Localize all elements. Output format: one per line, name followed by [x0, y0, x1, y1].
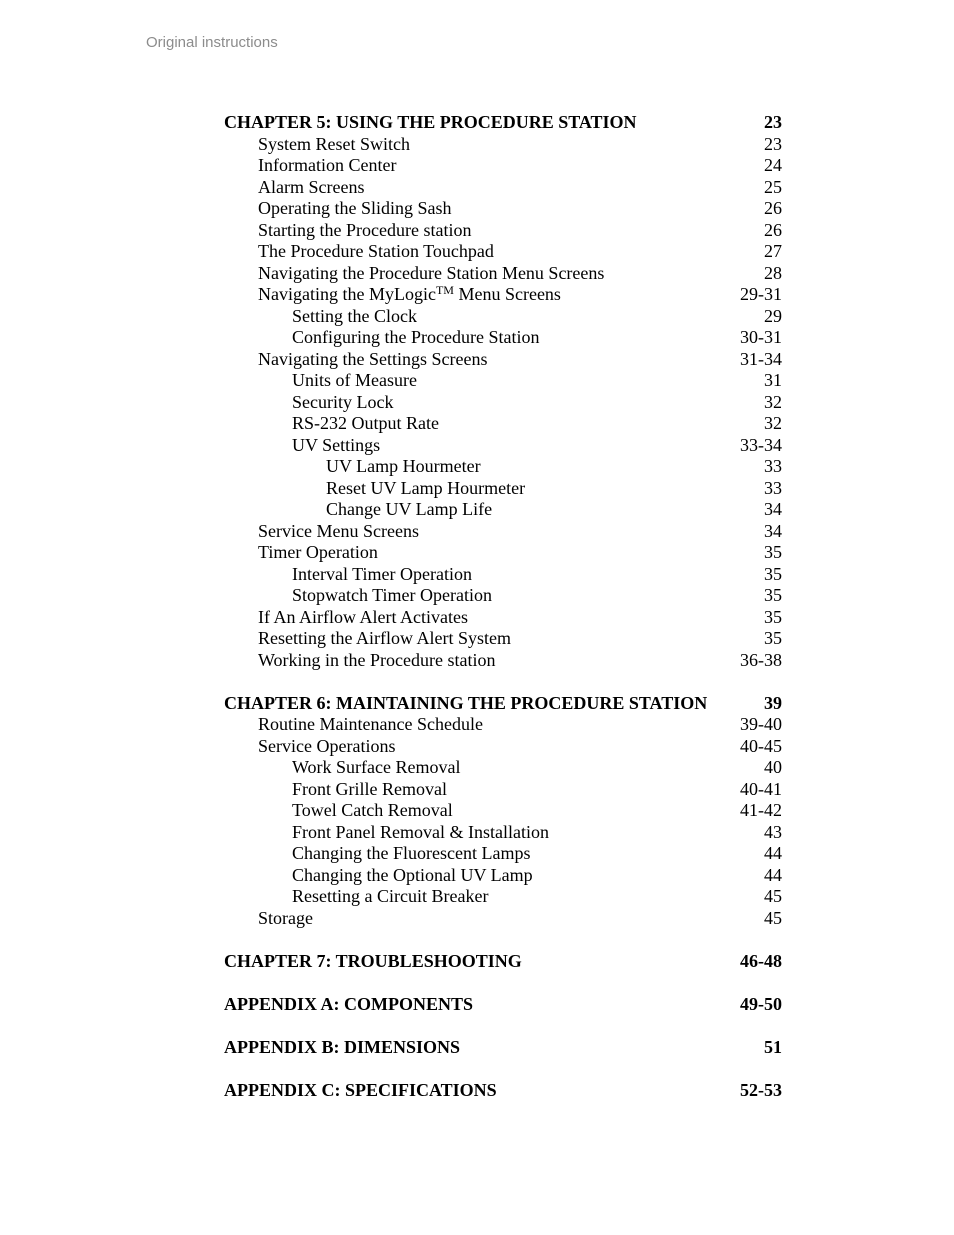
- toc-entry-title: [224, 650, 496, 672]
- toc-page-number: 34: [764, 499, 782, 519]
- toc-page-number: 35: [764, 563, 782, 584]
- toc-entry-text: RS-232 Output Rate: [292, 413, 439, 433]
- toc-entry-text: UV Settings: [292, 434, 381, 455]
- toc-page-number: 35: [764, 606, 782, 627]
- toc-page-number: 24: [764, 155, 782, 175]
- toc-entry-text: Starting the Procedure station: [258, 219, 472, 240]
- toc-page-number: 31: [764, 370, 782, 390]
- toc-page-number: 40: [764, 757, 782, 777]
- toc-entry-text: Information Center: [258, 155, 397, 175]
- toc-entry: [224, 349, 782, 371]
- toc-entry-text: Operating the Sliding Sash: [258, 198, 452, 218]
- toc-entry: [224, 521, 782, 543]
- toc-entry: [224, 198, 782, 220]
- toc-entry: [224, 134, 782, 156]
- toc-entry: [224, 499, 782, 521]
- toc-page-number: 44: [764, 843, 782, 863]
- toc-entry-title: [224, 693, 707, 715]
- toc-entry-text: Configuring the Procedure Station: [292, 327, 540, 347]
- toc-entry-text: Setting the Clock: [292, 305, 417, 326]
- toc-chapter-entry: [224, 951, 782, 973]
- toc-entry: [224, 155, 782, 177]
- toc-entry-title: [224, 736, 395, 758]
- toc-entry-title: [224, 413, 439, 435]
- toc-entry-title: [224, 994, 473, 1016]
- toc-entry-title: [224, 951, 522, 973]
- toc-page-number: 26: [764, 198, 782, 218]
- toc-entry: [224, 736, 782, 758]
- toc-entry-title: [224, 822, 549, 844]
- toc-entry: [224, 908, 782, 930]
- toc-entry-title: [224, 564, 472, 586]
- toc-page-number: 51: [764, 1036, 782, 1057]
- toc-entry-title: [224, 327, 539, 349]
- toc-page-number: 45: [764, 886, 782, 906]
- toc-entry-text: APPENDIX B: DIMENSIONS: [224, 1036, 461, 1057]
- toc-entry-text: Stopwatch Timer Operation: [292, 585, 492, 605]
- header-note: Original instructions: [146, 34, 278, 51]
- toc-chapter-entry: [224, 693, 782, 715]
- toc-page-number: 25: [764, 176, 782, 197]
- toc-entry-text: Security Lock: [292, 391, 394, 412]
- toc-entry-title: [224, 220, 471, 242]
- toc-entry: [224, 843, 782, 865]
- toc-entry: [224, 435, 782, 457]
- toc-entry-title: [224, 757, 461, 779]
- toc-entry-title: [224, 349, 487, 371]
- toc-entry-text: System Reset Switch: [258, 133, 410, 154]
- toc-entry-title: [224, 521, 419, 543]
- toc-page-number: 33: [764, 456, 782, 476]
- toc-page-number: 39-40: [740, 714, 782, 734]
- toc-entry-title: [224, 370, 417, 392]
- toc-entry: [224, 370, 782, 392]
- toc-entry-text: Reset UV Lamp Hourmeter: [326, 477, 526, 498]
- toc-entry: [224, 779, 782, 801]
- toc-page-number: 28: [764, 262, 782, 283]
- toc-entry-title: [224, 542, 378, 564]
- toc-entry-text: UV Lamp Hourmeter: [326, 456, 481, 476]
- toc-entry-title: [224, 607, 468, 629]
- toc-page-number: 36-38: [740, 649, 782, 670]
- toc-page-number: 49-50: [740, 993, 782, 1014]
- toc-entry-title: [224, 263, 604, 285]
- toc-entry-title: [224, 241, 494, 263]
- toc-entry: [224, 220, 782, 242]
- toc-entry: [224, 306, 782, 328]
- toc-entry: [224, 714, 782, 736]
- toc-page-number: 34: [764, 520, 782, 541]
- toc-chapter-entry: [224, 112, 782, 134]
- toc-page-number: 35: [764, 628, 782, 648]
- toc-entry-text: The Procedure Station Touchpad: [258, 241, 494, 261]
- toc-page-number: 40-41: [740, 778, 782, 799]
- toc-entry-text: APPENDIX A: COMPONENTS: [224, 993, 474, 1014]
- toc-entry: [224, 585, 782, 607]
- toc-entry-text: Resetting a Circuit Breaker: [292, 886, 489, 906]
- toc-page-number: 44: [764, 864, 782, 885]
- toc-entry: [224, 757, 782, 779]
- toc-entry-title: [224, 843, 530, 865]
- toc-entry: [224, 241, 782, 263]
- trademark-superscript: TM: [435, 283, 454, 297]
- toc-entry: [224, 413, 782, 435]
- toc-entry-text: Resetting the Airflow Alert System: [258, 628, 511, 648]
- toc-entry-title: [224, 155, 396, 177]
- toc-entry-text: Navigating the MyLogic: [258, 284, 436, 304]
- toc-page-number: 26: [764, 219, 782, 240]
- toc-entry: [224, 564, 782, 586]
- toc-entry-text: Changing the Fluorescent Lamps: [292, 843, 531, 863]
- toc-page-number: 33: [764, 477, 782, 498]
- toc-entry-text: Service Operations: [258, 735, 396, 756]
- toc-entry-title: [224, 198, 451, 220]
- toc-page-number: 40-45: [740, 735, 782, 756]
- toc-entry: [224, 800, 782, 822]
- toc-entry-title: [224, 177, 364, 199]
- toc-entry-text: Routine Maintenance Schedule: [258, 714, 483, 734]
- toc-page-number: 32: [764, 413, 782, 433]
- toc-entry: [224, 542, 782, 564]
- toc-entry: [224, 628, 782, 650]
- toc-entry-text: Towel Catch Removal: [292, 800, 453, 820]
- toc-entry-text: Change UV Lamp Life: [326, 499, 493, 519]
- toc-entry-title: [224, 908, 313, 930]
- toc-entry-title: [224, 886, 488, 908]
- toc-chapter-entry: [224, 1037, 782, 1059]
- toc-entry-title: [224, 392, 393, 414]
- toc-entry-text: Interval Timer Operation: [292, 563, 472, 584]
- toc-page-number: 29-31: [740, 284, 782, 304]
- toc-entry-text: Units of Measure: [292, 370, 417, 390]
- toc-page-number: 31-34: [740, 348, 782, 369]
- toc-entry-text: CHAPTER 5: USING THE PROCEDURE STATION: [224, 112, 637, 132]
- toc-entry-text: Service Menu Screens: [258, 520, 419, 541]
- toc-page-number: 23: [764, 133, 782, 154]
- toc-page-number: 33-34: [740, 434, 782, 455]
- toc-entry-text: Front Grille Removal: [292, 778, 447, 799]
- toc-page-number: 35: [764, 585, 782, 605]
- toc-entry-text-after: Menu Screens: [453, 284, 561, 304]
- toc-page-number: 29: [764, 305, 782, 326]
- toc-page-number: 30-31: [740, 327, 782, 347]
- toc-entry-title: [224, 1037, 460, 1059]
- toc-entry-title: [224, 714, 483, 736]
- toc-entry-text: CHAPTER 6: MAINTAINING THE PROCEDURE STATION: [224, 692, 708, 713]
- toc-entry-title: [224, 134, 410, 156]
- toc-page-number: 23: [764, 112, 782, 132]
- toc-entry: [224, 650, 782, 672]
- toc-entry-text: Work Surface Removal: [292, 757, 461, 777]
- toc-entry-text: Working in the Procedure station: [258, 649, 496, 670]
- toc-entry: [224, 822, 782, 844]
- toc-entry-title: [224, 1080, 497, 1102]
- toc-page-number: 35: [764, 542, 782, 562]
- toc-entry-text: Timer Operation: [258, 542, 378, 562]
- toc-entry-title: [224, 284, 561, 306]
- toc-entry-title: [224, 112, 637, 134]
- toc-entry-text: CHAPTER 7: TROUBLESHOOTING: [224, 950, 522, 971]
- toc-entry: [224, 607, 782, 629]
- toc-entry: [224, 327, 782, 349]
- toc-page-number: 46-48: [740, 950, 782, 971]
- toc-entry-title: [224, 585, 492, 607]
- toc-chapter-entry: [224, 1080, 782, 1102]
- toc-page-number: 45: [764, 907, 782, 928]
- toc-entry: [224, 284, 782, 306]
- toc-page-number: 43: [764, 821, 782, 842]
- toc-entry-title: [224, 456, 481, 478]
- toc-entry-text: Front Panel Removal & Installation: [292, 821, 549, 842]
- toc-entry-title: [224, 800, 453, 822]
- toc-entry-title: [224, 499, 492, 521]
- toc-entry-title: [224, 306, 417, 328]
- toc-entry-text: Storage: [258, 907, 313, 928]
- toc-entry-title: [224, 779, 447, 801]
- toc-page-number: 41-42: [740, 800, 782, 820]
- toc-page-number: 39: [764, 692, 782, 713]
- toc-entry: [224, 865, 782, 887]
- toc-entry-title: [224, 865, 533, 887]
- toc-entry-text: Navigating the Settings Screens: [258, 348, 488, 369]
- toc-entry-title: [224, 435, 380, 457]
- table-of-contents: [224, 112, 782, 1101]
- toc-chapter-entry: [224, 994, 782, 1016]
- toc-page-number: 52-53: [740, 1079, 782, 1100]
- toc-entry: [224, 263, 782, 285]
- toc-entry-text: Alarm Screens: [258, 176, 365, 197]
- toc-entry: [224, 478, 782, 500]
- toc-page-number: 32: [764, 391, 782, 412]
- toc-entry-text: APPENDIX C: SPECIFICATIONS: [224, 1079, 497, 1100]
- toc-entry: [224, 177, 782, 199]
- toc-entry-title: [224, 478, 525, 500]
- toc-entry: [224, 456, 782, 478]
- toc-entry-title: [224, 628, 511, 650]
- toc-entry-text: Changing the Optional UV Lamp: [292, 864, 533, 885]
- toc-entry: [224, 392, 782, 414]
- toc-entry: [224, 886, 782, 908]
- toc-page-number: 27: [764, 241, 782, 261]
- toc-entry-text: If An Airflow Alert Activates: [258, 606, 468, 627]
- toc-entry-text: Navigating the Procedure Station Menu Screens: [258, 262, 605, 283]
